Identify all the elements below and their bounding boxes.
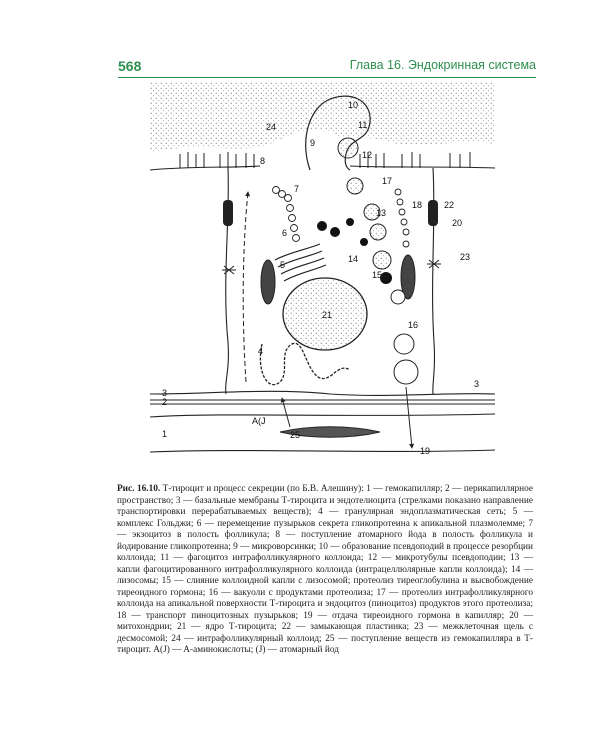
label-1: 1 xyxy=(162,429,168,439)
colloid-region xyxy=(150,82,495,152)
desmosome-right xyxy=(427,260,441,268)
arrow-iodine xyxy=(243,192,248,382)
vacuoles xyxy=(391,290,418,384)
running-header xyxy=(118,58,536,78)
label-3b: 3 xyxy=(474,379,480,389)
desmosome-left xyxy=(222,266,236,274)
arrow-from-capillary xyxy=(282,398,290,427)
thyrocyte-figure xyxy=(150,82,495,472)
label-24: 24 xyxy=(266,122,277,132)
label-17: 17 xyxy=(382,176,393,186)
label-5: 5 xyxy=(280,260,286,270)
basal-surface xyxy=(150,391,495,395)
thyrocyte-illustration xyxy=(150,82,495,472)
label-12: 12 xyxy=(362,150,373,160)
label-6: 6 xyxy=(282,228,288,238)
caption-text: Т-тироцит и процесс секреции (по Б.В. Алешину): 1 — гемокапилляр; 2 — перикапиллярное пространство; 3 — базальные мембраны Т-тироцита и эндотелиоцита (стрелками показано направление транспортировки перерабатываемых веществ); 4 — гранулярная эндоплазматическая сеть; 5 — комплекс Гольджи; 6 — перемещение пузырьков секрета гликопротеина к апикальной плазмолемме; 7 — экзоцитоз в полость фолликула; 8 — поступление атомарного йода в полость фолликула и йодирование гликопротеина; 9 — микроворсинки; 10 — образование псевдоподий в процессе резорбции коллоида; 11 — фагоцитоз интрафолликулярного коллоида; 12 — микротубулы псевдоподии; 13 — капли фагоцитированного интрафолликулярного коллоида (интрацеллюлярные капли коллоида); 14 — лизосомы; 15 — слияние коллоидной капли с лизосомой; протеолиз тиреоглобулина и высвобождение тиреоидного гормона; 16 — вакуоли с продуктами протеолиза; 17 — протеолиз интрафолликулярного коллоида на апикальной поверхности Т-тироцита и эндоцитоз (пиноцитоз) продуктов этого протеолиза; 18 — транспорт пиноцитозных пузырьков; 19 — отдача тиреоидного гормона в капилляр; 20 — митохондрии; 21 — ядро Т-тироцита; 22 — замыкающая пластинка; 23 — межклеточная щель с десмосомой; 24 — интрафолликулярный коллоид; 25 — поступление веществ из гемокапилляра в Т-тироцит. A(J) — A-аминокислоты; (J) — атомарный йод xyxy=(117,484,533,655)
label-14: 14 xyxy=(348,254,359,264)
label-18: 18 xyxy=(412,200,423,210)
arrow-to-capillary xyxy=(406,387,412,448)
label-10: 10 xyxy=(348,100,359,110)
basement-membrane xyxy=(150,400,495,404)
label-15: 15 xyxy=(372,270,383,280)
mitochondrion-left xyxy=(261,260,275,304)
label-aj: A(J xyxy=(252,416,266,426)
tight-junction-left xyxy=(223,200,233,226)
label-2: 2 xyxy=(162,397,168,407)
label-25: 25 xyxy=(290,430,301,440)
label-20: 20 xyxy=(452,218,463,228)
granular-er xyxy=(260,343,350,384)
label-16: 16 xyxy=(408,320,419,330)
pinocytotic-vesicles xyxy=(395,189,409,247)
header-rule xyxy=(118,77,536,78)
label-7: 7 xyxy=(294,184,300,194)
label-9: 9 xyxy=(310,138,316,148)
label-13: 13 xyxy=(376,208,387,218)
tight-junction-right xyxy=(428,200,438,226)
label-8: 8 xyxy=(260,156,266,166)
label-3a: 3 xyxy=(162,388,168,398)
figure-caption xyxy=(117,484,533,657)
phagocytosed-colloid xyxy=(338,138,358,158)
figure-number: Рис. 16.10. xyxy=(117,484,161,494)
label-23: 23 xyxy=(460,252,471,262)
label-4: 4 xyxy=(258,346,264,356)
label-19: 19 xyxy=(420,446,431,456)
apical-surface xyxy=(150,166,495,170)
chapter-title: Глава 16. Эндокринная система xyxy=(349,58,536,72)
page-number: 568 xyxy=(118,58,142,74)
microvilli xyxy=(180,152,470,168)
label-22: 22 xyxy=(444,200,455,210)
label-21: 21 xyxy=(322,310,333,320)
label-11: 11 xyxy=(358,120,368,130)
